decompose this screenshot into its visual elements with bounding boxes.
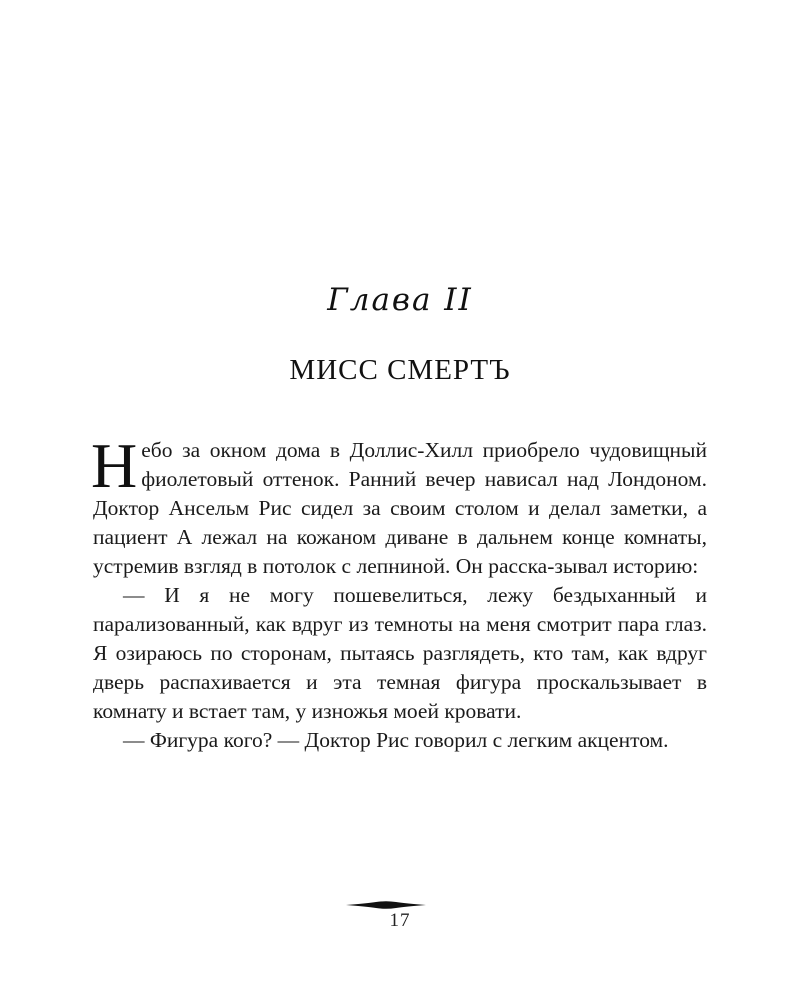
paragraph-1-text: ебо за окном дома в Доллис-Хилл приобрело чудовищный фиолетовый оттенок. Ранний вечер нависал над Лондоном. Доктор Ансельм Рис сидел за своим столом и делал заметки, а пациент А лежал на кожаном диване в дальнем конце комнаты, устремив взгляд в потолок с лепниной. Он расска-зывал историю: [93, 438, 707, 578]
chapter-title: МИСС СМЕРТЪ [289, 354, 511, 386]
page-number: 17 [389, 910, 411, 931]
paragraph-3: — Фигура кого? — Доктор Рис говорил с легким акцентом. [123, 728, 669, 752]
paragraph-1 [91, 430, 707, 581]
body-text [91, 430, 707, 755]
ornament-divider-icon [346, 900, 426, 910]
drop-cap: Н [91, 430, 138, 501]
chapter-label: Глава II [327, 282, 473, 318]
paragraph-2: — И я не могу пошевелиться, лежу бездыханный и парализованный, как вдруг из темноты на меня смотрит пара глаз. Я озираюсь по сторонам, пытаясь разглядеть, кто там, как вдруг дверь распахивается и эта темная фигура проскальзывает в комнату и встает там, у изножья моей кровати. [93, 583, 707, 723]
